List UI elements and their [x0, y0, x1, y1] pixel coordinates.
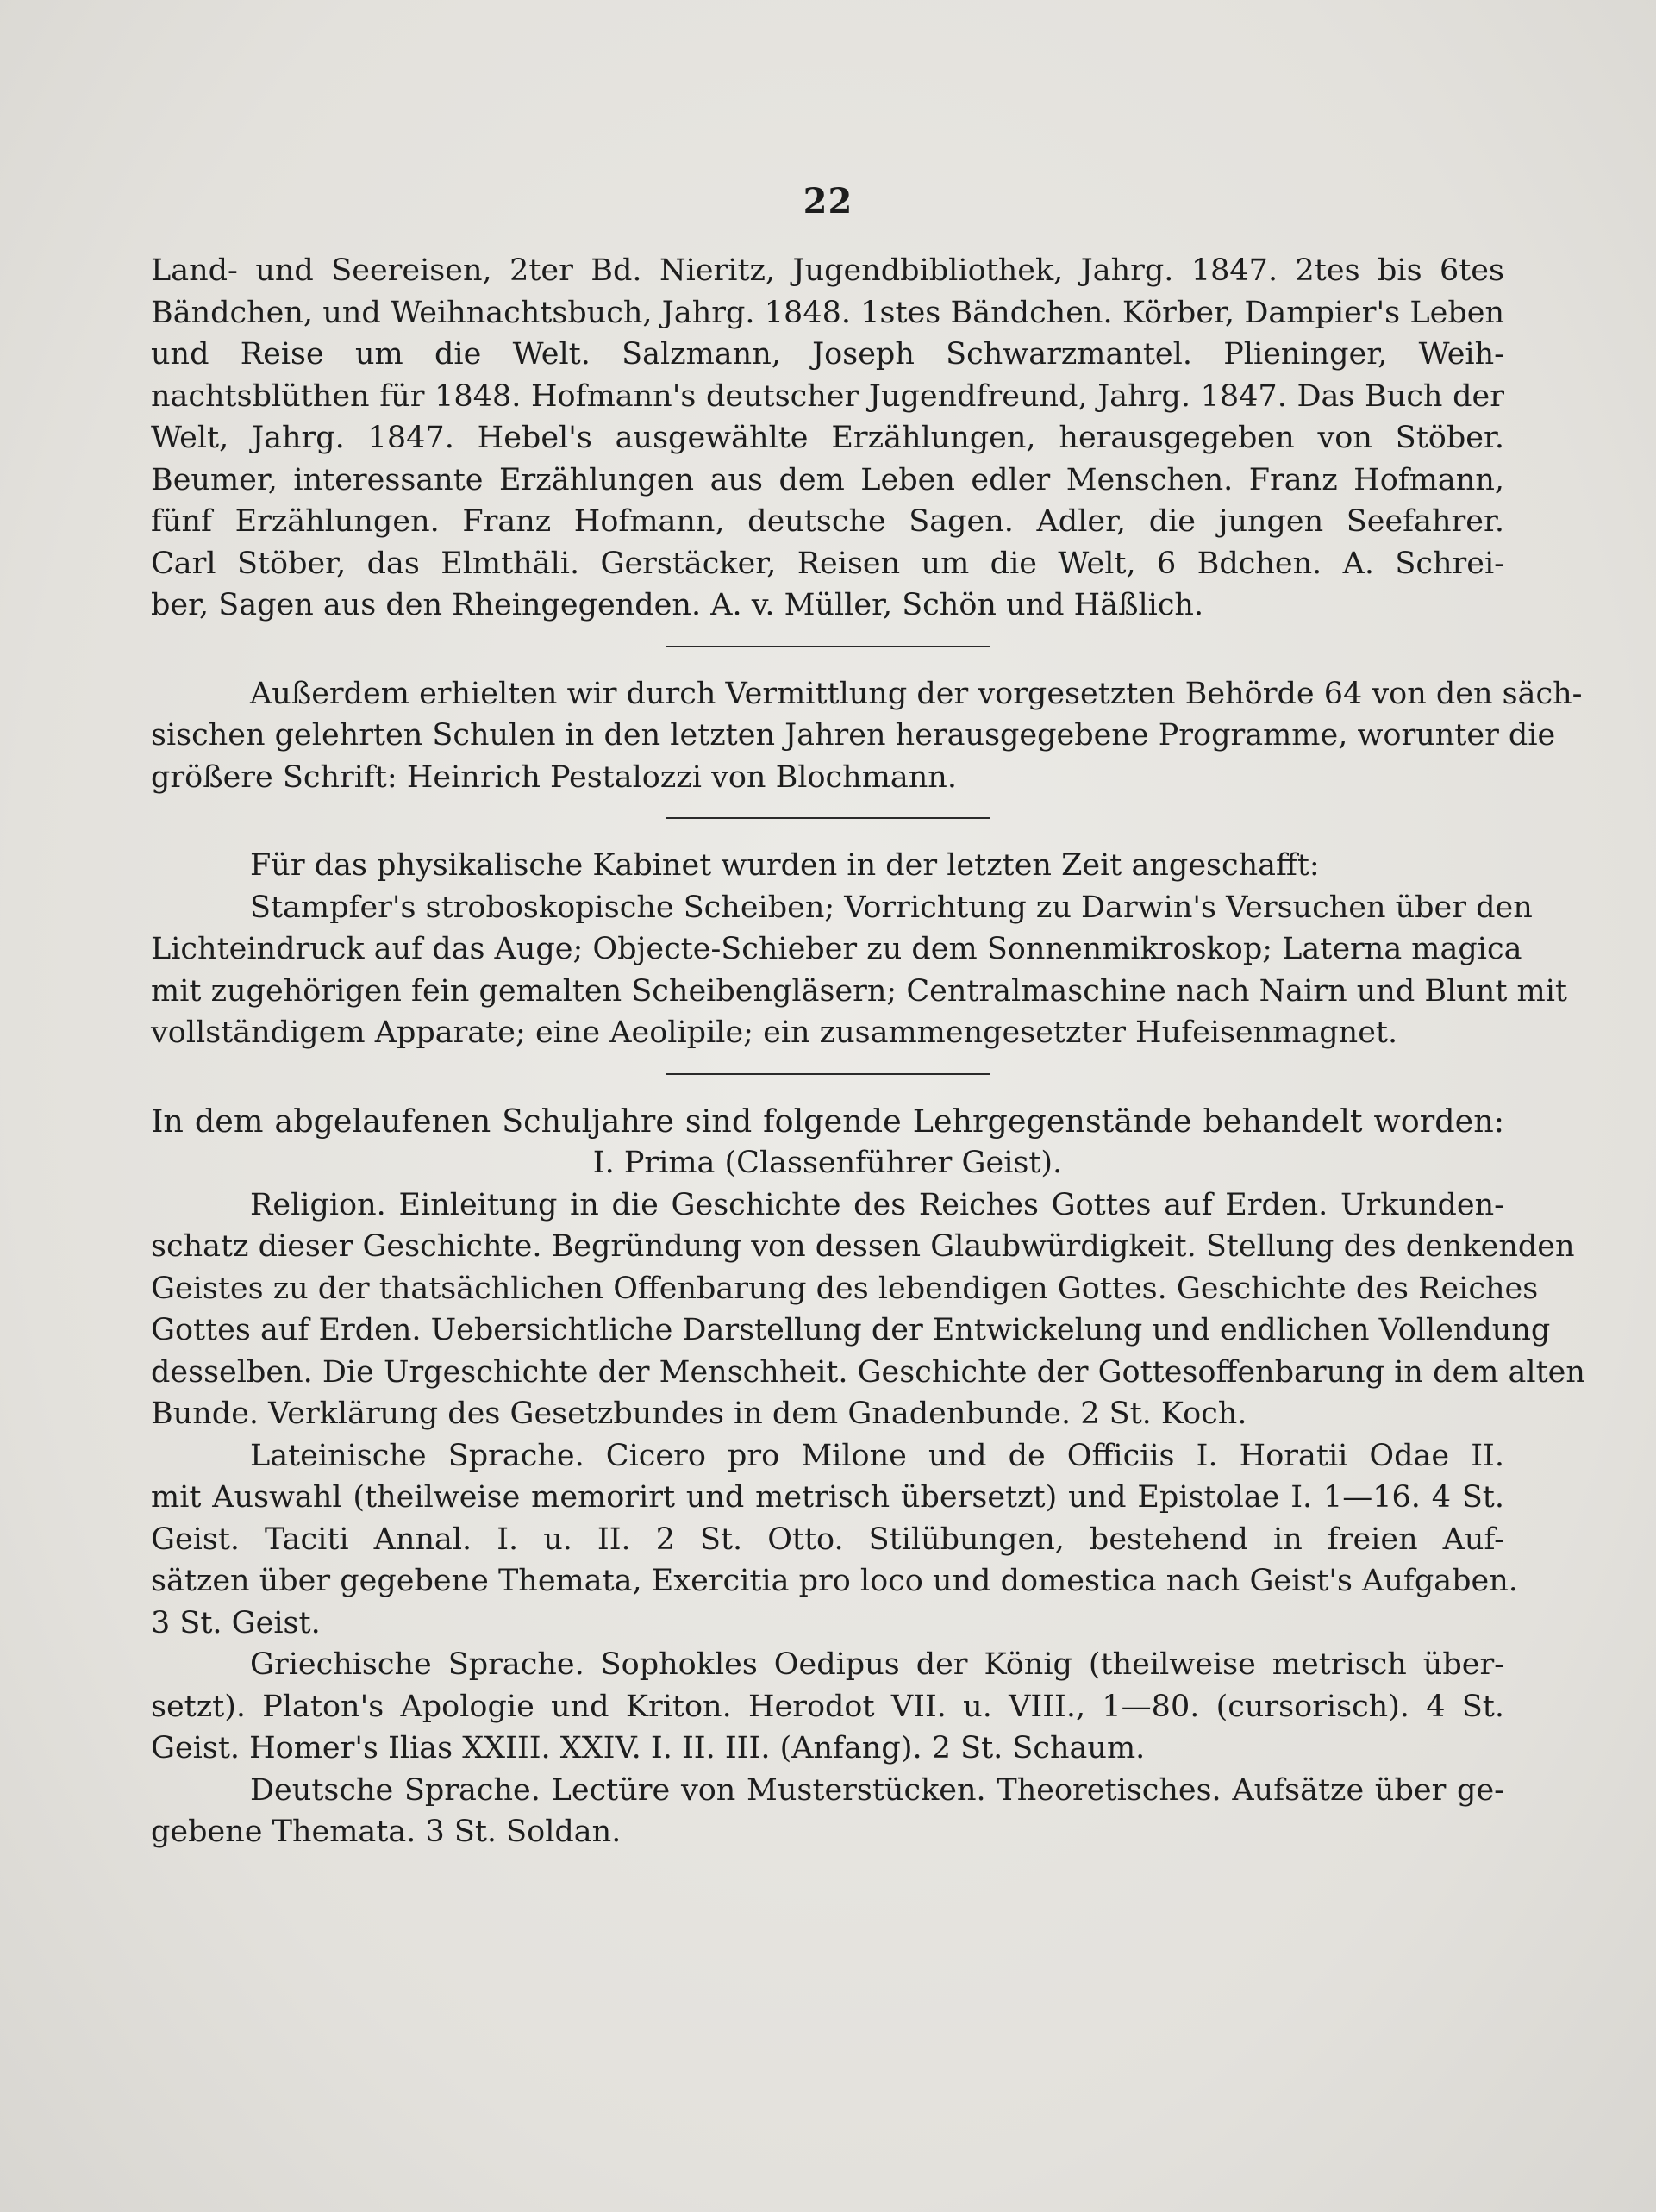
text-line: 3 St. Geist.	[151, 1605, 321, 1640]
text-line: vollständigem Apparate; eine Aeolipile; ein zusammengesetzter Hufeisenmagnet.	[151, 1015, 1398, 1050]
text-line: Beumer, interessante Erzählungen aus dem Leben edler Menschen. Franz Hofmann,	[151, 462, 1504, 497]
text-line: Religion. Einleitung in die Geschichte des Reiches Gottes auf Erden. Urkunden-	[250, 1187, 1504, 1222]
text-line: Geist. Homer's Ilias XXIII. XXIV. I. II. III. (Anfang). 2 St. Schaum.	[151, 1731, 1146, 1765]
subject-latin	[151, 1435, 1518, 1645]
text-line: Lateinische Sprache. Cicero pro Milone und de Officiis I. Horatii Odae II.	[250, 1438, 1504, 1473]
page-number: 22	[803, 181, 853, 222]
section-divider	[666, 817, 990, 819]
text-line: fünf Erzählungen. Franz Hofmann, deutsche Sagen. Adler, die jungen Seefahrer.	[151, 504, 1504, 539]
physics-cabinet-paragraph	[151, 845, 1567, 1054]
text-line: schatz dieser Geschichte. Begründung von dessen Glaubwürdigkeit. Stellung des denkenden	[151, 1229, 1575, 1264]
text-line: Lichteindruck auf das Auge; Objecte-Schieber zu dem Sonnenmikroskop; Laterna magica	[151, 932, 1522, 966]
text-line: mit zugehörigen fein gemalten Scheibengläsern; Centralmaschine nach Nairn und Blunt mit	[151, 973, 1567, 1009]
text-line: sätzen über gegebene Themata, Exercitia pro loco und domestica nach Geist's Aufgaben.	[151, 1564, 1518, 1598]
text-line: und Reise um die Welt. Salzmann, Joseph Schwarzmantel. Plieninger, Weih-	[151, 337, 1504, 372]
text-line: Bändchen, und Weihnachtsbuch, Jahrg. 1848. 1stes Bändchen. Körber, Dampier's Leben	[151, 295, 1504, 330]
text-line: sischen gelehrten Schulen in den letzten Jahren herausgegebene Programme, worunter die	[151, 718, 1556, 753]
book-list-paragraph	[151, 250, 1504, 627]
text-line: nachtsblüthen für 1848. Hofmann's deutscher Jugendfreund, Jahrg. 1847. Das Buch der	[151, 378, 1504, 414]
text-line: ber, Sagen aus den Rheingegenden. A. v. Müller, Schön und Häßlich.	[151, 588, 1204, 622]
text-line: Bunde. Verklärung des Gesetzbundes in dem Gnadenbunde. 2 St. Koch.	[151, 1397, 1247, 1431]
text-line: Geistes zu der thatsächlichen Offenbarung des lebendigen Gottes. Geschichte des Reiches	[151, 1271, 1539, 1306]
text-line: Stampfer's stroboskopische Scheiben; Vorrichtung zu Darwin's Versuchen über den	[250, 890, 1533, 925]
text-line: Geist. Taciti Annal. I. u. II. 2 St. Otto. Stilübungen, bestehend in freien Auf-	[151, 1522, 1504, 1557]
programme-paragraph	[151, 673, 1583, 799]
text-line: größere Schrift: Heinrich Pestalozzi von Blochmann.	[151, 759, 957, 795]
curriculum-section	[151, 1101, 1585, 1853]
text-line: Außerdem erhielten wir durch Vermittlung der vorgesetzten Behörde 64 von den säch-	[250, 676, 1583, 711]
text-line: Land- und Seereisen, 2ter Bd. Nieritz, Jugendbibliothek, Jahrg. 1847. 2tes bis 6tes	[151, 253, 1504, 288]
text-line: Welt, Jahrg. 1847. Hebel's ausgewählte Erzählungen, herausgegeben von Stöber.	[151, 421, 1504, 455]
text-line: Deutsche Sprache. Lectüre von Musterstücken. Theoretisches. Aufsätze über ge-	[250, 1772, 1504, 1808]
text-line: mit Auswahl (theilweise memorirt und metrisch übersetzt) und Epistolae I. 1—16. 4 St.	[151, 1480, 1504, 1515]
subject-religion	[151, 1184, 1585, 1435]
text-line: desselben. Die Urgeschichte der Menschheit. Geschichte der Gottesoffenbarung in dem alten	[151, 1354, 1585, 1390]
text-line: Carl Stöber, das Elmthäli. Gerstäcker, Reisen um die Welt, 6 Bdchen. A. Schrei-	[151, 546, 1504, 581]
text-line: setzt). Platon's Apologie und Kriton. Herodot VII. u. VIII., 1—80. (cursorisch). 4 St.	[151, 1689, 1504, 1724]
text-line: gebene Themata. 3 St. Soldan.	[151, 1815, 622, 1849]
section-divider	[666, 1073, 990, 1075]
text-line: Griechische Sprache. Sophokles Oedipus der König (theilweise metrisch über-	[250, 1647, 1504, 1682]
page-body	[151, 250, 1585, 1853]
subject-german	[151, 1770, 1504, 1853]
text-line: Für das physikalische Kabinet wurden in der letzten Zeit angeschafft:	[250, 848, 1320, 883]
text-line: Gottes auf Erden. Uebersichtliche Darstellung der Entwickelung und endlichen Vollendung	[151, 1313, 1551, 1347]
section-divider	[666, 646, 990, 647]
section-heading: In dem abgelaufenen Schuljahre sind folgende Lehrgegenstände behandelt worden:	[151, 1102, 1504, 1140]
class-subheading: I. Prima (Classenführer Geist).	[592, 1146, 1063, 1180]
subject-greek	[151, 1644, 1504, 1770]
